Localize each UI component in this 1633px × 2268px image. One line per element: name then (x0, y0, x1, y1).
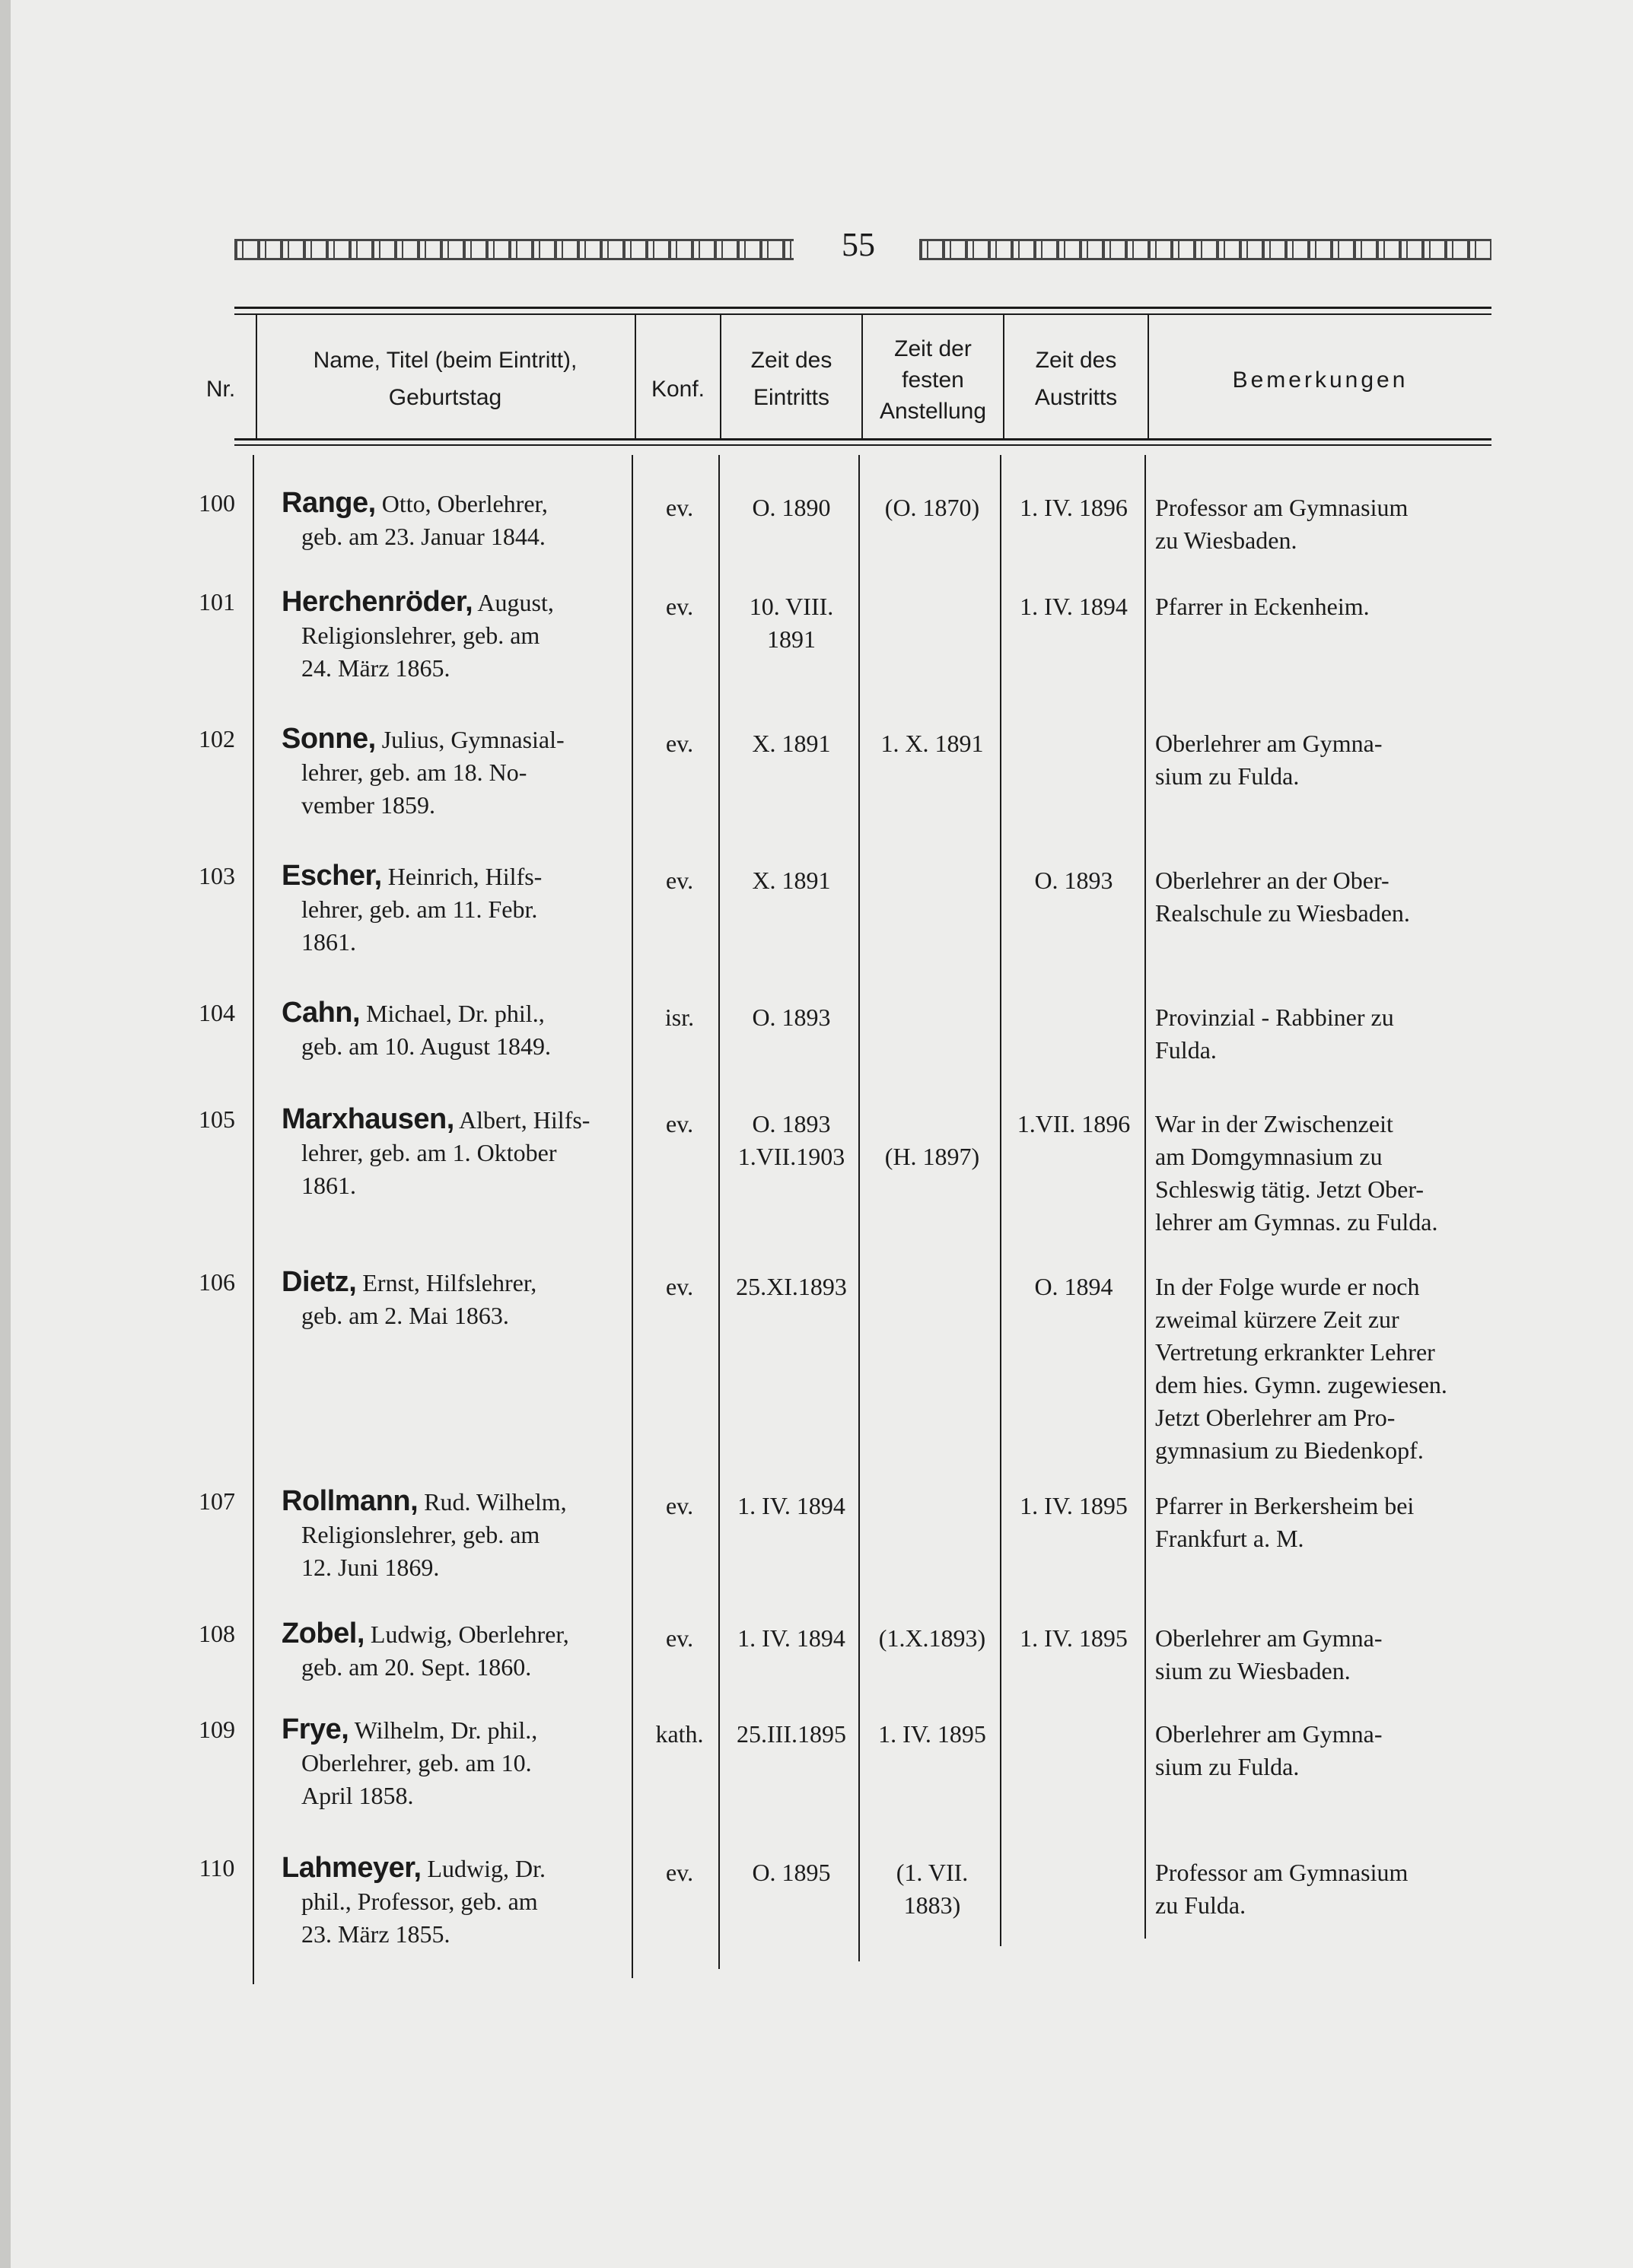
entry-anstellung-line: 1. IV. 1895 (878, 1720, 986, 1748)
entry-surname: Range, (282, 487, 376, 519)
header-bottom-rule-thin (234, 444, 1491, 446)
entry-austritt: 1. IV. 1894 (1020, 593, 1128, 620)
entry-eintritt (721, 1490, 861, 1522)
entry-eintritt (721, 1718, 861, 1751)
entry-eintritt (721, 1271, 861, 1303)
entry-austritt: O. 1894 (1034, 1273, 1113, 1300)
header-eintritt-line2: Eintritts (753, 385, 830, 410)
entry-name (282, 1103, 609, 1202)
running-head (234, 225, 1491, 271)
entry-name (282, 860, 609, 959)
entry-name-first-line (282, 723, 609, 756)
entry-austritt: 1.VII. 1896 (1017, 1110, 1131, 1137)
entry-number: 100 (199, 489, 235, 517)
entry-name-line: geb. am 23. Januar 1844. (301, 523, 546, 550)
entry-name-line: vember 1859. (301, 791, 435, 819)
entry-anstellung (863, 1718, 1001, 1751)
entry-surname: Frye, (282, 1713, 349, 1745)
ornament-border-right (919, 239, 1491, 260)
entry-name (282, 1713, 609, 1812)
entry-eintritt-line: 25.III.1895 (737, 1720, 846, 1748)
entry-konfession: isr. (664, 1004, 695, 1031)
header-austritt-line1: Zeit des (1035, 348, 1117, 373)
column-divider (1144, 455, 1146, 1939)
entry-bemerkungen (1155, 491, 1490, 557)
entry-name-first-line (282, 997, 609, 1030)
header-nr: Nr. (205, 377, 236, 402)
entry-name (282, 1266, 609, 1332)
header-anstellung-line2: festen (902, 367, 964, 393)
entry-name-first-line (282, 487, 609, 520)
entry-bemerkung-line: Provinzial - Rabbiner zu (1155, 1004, 1394, 1031)
header-anstellung-line3: Anstellung (879, 399, 987, 424)
entry-eintritt-line: 1. IV. 1894 (737, 1492, 845, 1519)
entry-name-first-line (282, 586, 609, 619)
entry-eintritt-line: X. 1891 (752, 867, 831, 894)
entry-number: 102 (199, 725, 235, 752)
entry-name-first-line (282, 1618, 609, 1651)
table-top-rule (234, 307, 1491, 309)
entry-bemerkungen (1155, 1108, 1490, 1239)
entry-eintritt-line: 1. IV. 1894 (737, 1624, 845, 1652)
entry-konfession: ev. (665, 1492, 694, 1519)
entry-name-text: Albert, Hilfs- (459, 1106, 590, 1134)
header-bemerkungen: Bemerkungen (1232, 367, 1409, 393)
entry-name-first-line (282, 1103, 609, 1137)
entry-konfession: ev. (665, 1624, 694, 1652)
entry-eintritt-line: O. 1895 (752, 1859, 831, 1886)
entry-bemerkung-line: Oberlehrer am Gymna- (1155, 1720, 1383, 1748)
entry-surname: Marxhausen, (282, 1103, 454, 1135)
entry-name-line: 12. Juni 1869. (301, 1554, 440, 1581)
entry-austritt: O. 1893 (1034, 867, 1113, 894)
entry-name-text: Julius, Gymnasial- (381, 726, 565, 753)
entry-name-line: lehrer, geb. am 1. Oktober (301, 1139, 557, 1166)
entry-name (282, 1618, 609, 1684)
entry-name (282, 1485, 609, 1584)
entry-bemerkung-line: sium zu Fulda. (1155, 1753, 1300, 1780)
entry-number: 110 (199, 1854, 235, 1882)
entry-bemerkung-line: Professor am Gymnasium (1155, 494, 1409, 521)
entry-number: 104 (199, 999, 235, 1026)
entry-name-line: phil., Professor, geb. am (301, 1888, 538, 1915)
entry-bemerkung-line: Realschule zu Wiesbaden. (1155, 899, 1410, 927)
entry-eintritt (721, 1108, 861, 1173)
entry-name-line: 1861. (301, 1172, 356, 1199)
entry-surname: Dietz, (282, 1266, 357, 1298)
entry-name-first-line (282, 860, 609, 893)
entry-name-text: August, (477, 589, 554, 616)
entry-surname: Rollmann, (282, 1485, 419, 1517)
entry-eintritt-line: 1.VII.1903 (737, 1143, 845, 1170)
entry-eintritt-line: O. 1890 (752, 494, 831, 521)
entry-anstellung (863, 1856, 1001, 1922)
entry-bemerkung-line: gymnasium zu Biedenkopf. (1155, 1436, 1424, 1464)
header-anstellung (863, 333, 1003, 427)
entry-bemerkung-line: sium zu Wiesbaden. (1155, 1657, 1351, 1684)
entry-konfession: ev. (665, 730, 694, 757)
entry-eintritt (721, 1856, 861, 1889)
entry-konfession: ev. (665, 593, 694, 620)
entry-surname: Sonne, (282, 723, 376, 755)
entry-bemerkungen (1155, 590, 1490, 623)
entry-anstellung (863, 1622, 1001, 1655)
entry-bemerkung-line: War in der Zwischenzeit (1155, 1110, 1393, 1137)
entry-eintritt-line: O. 1893 (752, 1110, 831, 1137)
entry-name (282, 723, 609, 822)
entry-surname: Escher, (282, 860, 382, 892)
entry-name (282, 586, 609, 685)
entry-number: 107 (199, 1487, 235, 1515)
entry-surname: Zobel, (282, 1618, 364, 1649)
entry-eintritt-line: X. 1891 (752, 730, 831, 757)
entry-anstellung (863, 727, 1001, 760)
entry-bemerkung-line: Oberlehrer am Gymna- (1155, 1624, 1383, 1652)
entry-konfession: ev. (665, 494, 694, 521)
entry-bemerkung-line: Oberlehrer am Gymna- (1155, 730, 1383, 757)
entry-bemerkungen (1155, 1490, 1490, 1555)
entry-bemerkung-line: Oberlehrer an der Ober- (1155, 867, 1389, 894)
header-bottom-rule (234, 438, 1491, 441)
entry-name-first-line (282, 1485, 609, 1519)
ornament-border-left (234, 239, 794, 260)
entry-name-text: Heinrich, Hilfs- (387, 863, 543, 890)
entry-bemerkung-line: zweimal kürzere Zeit zur (1155, 1306, 1399, 1333)
entry-name-line: 24. März 1865. (301, 654, 450, 682)
entry-anstellung-line: (1.X.1893) (878, 1624, 986, 1652)
entry-austritt: 1. IV. 1895 (1020, 1624, 1128, 1652)
entry-anstellung-line (863, 1108, 1001, 1140)
entry-anstellung-line: (O. 1870) (884, 494, 980, 521)
entry-number: 103 (199, 862, 235, 889)
header-austritt (1004, 344, 1148, 414)
entry-bemerkung-line: Professor am Gymnasium (1155, 1859, 1409, 1886)
entry-konfession: kath. (655, 1720, 704, 1748)
entry-bemerkung-line: zu Fulda. (1155, 1891, 1246, 1919)
entry-name-line: 1861. (301, 928, 356, 956)
header-anstellung-line1: Zeit der (894, 336, 972, 361)
entry-konfession: ev. (665, 867, 694, 894)
entry-anstellung (863, 491, 1001, 524)
entry-name-line: geb. am 2. Mai 1863. (301, 1302, 509, 1329)
entry-eintritt-line: O. 1893 (752, 1004, 831, 1031)
entry-name-line: April 1858. (301, 1782, 414, 1809)
entry-anstellung-line: (1. VII. (896, 1859, 969, 1886)
entry-bemerkungen (1155, 1856, 1490, 1922)
entry-number: 101 (199, 588, 235, 616)
entry-surname: Herchenröder, (282, 586, 473, 618)
header-name (259, 344, 632, 414)
entry-name-line: Oberlehrer, geb. am 10. (301, 1749, 532, 1777)
column-divider (256, 313, 257, 438)
entry-name-line: Religionslehrer, geb. am (301, 1521, 540, 1548)
entry-bemerkung-line: Fulda. (1155, 1036, 1217, 1064)
entry-number: 105 (199, 1105, 235, 1133)
entry-surname: Cahn, (282, 997, 361, 1029)
entry-bemerkungen (1155, 1271, 1490, 1467)
entry-austritt: 1. IV. 1895 (1020, 1492, 1128, 1519)
column-divider (632, 455, 633, 1978)
entry-name (282, 487, 609, 553)
entry-anstellung-line: (H. 1897) (884, 1143, 980, 1170)
entry-bemerkung-line: Schleswig tätig. Jetzt Ober- (1155, 1175, 1424, 1203)
entry-konfession: ev. (665, 1859, 694, 1886)
entry-name-text: Wilhelm, Dr. phil., (354, 1716, 538, 1744)
entry-bemerkung-line: Pfarrer in Eckenheim. (1155, 593, 1370, 620)
entry-konfession: ev. (665, 1110, 694, 1137)
entry-name-text: Ludwig, Oberlehrer, (370, 1621, 569, 1648)
entry-name-text: Otto, Oberlehrer, (381, 490, 548, 517)
entry-eintritt (721, 727, 861, 760)
entry-eintritt-line: 25.XI.1893 (736, 1273, 847, 1300)
entry-eintritt-line: 10. VIII. (749, 593, 834, 620)
header-eintritt-line1: Zeit des (750, 348, 832, 373)
entry-name-first-line (282, 1852, 609, 1885)
entry-anstellung (863, 1108, 1001, 1173)
entry-name-line: Religionslehrer, geb. am (301, 622, 540, 649)
page-edge-shadow (0, 0, 11, 2268)
entry-eintritt (721, 1622, 861, 1655)
entry-eintritt-line: 1891 (767, 625, 816, 653)
entry-bemerkung-line: Pfarrer in Berkersheim bei (1155, 1492, 1415, 1519)
entry-bemerkungen (1155, 1622, 1490, 1687)
entry-bemerkung-line: In der Folge wurde er noch (1155, 1273, 1420, 1300)
entry-bemerkung-line: Jetzt Oberlehrer am Pro- (1155, 1404, 1396, 1431)
entry-name (282, 997, 609, 1063)
entry-konfession: ev. (665, 1273, 694, 1300)
entry-name-text: Rud. Wilhelm, (424, 1488, 567, 1516)
header-name-line1: Name, Titel (beim Eintritt), (313, 348, 578, 373)
entry-bemerkungen (1155, 864, 1490, 930)
entry-name-line: geb. am 20. Sept. 1860. (301, 1653, 532, 1681)
entry-surname: Lahmeyer, (282, 1852, 422, 1884)
entry-eintritt (721, 1001, 861, 1034)
table-top-rule-thin (234, 313, 1491, 315)
entry-bemerkung-line: am Domgymnasium zu (1155, 1143, 1383, 1170)
entry-name-line: lehrer, geb. am 11. Febr. (301, 895, 538, 923)
entry-bemerkung-line: Vertretung erkrankter Lehrer (1155, 1338, 1435, 1366)
entry-bemerkungen (1155, 727, 1490, 793)
entry-name-text: Michael, Dr. phil., (366, 1000, 545, 1027)
entry-austritt: 1. IV. 1896 (1020, 494, 1128, 521)
entry-bemerkung-line: dem hies. Gymn. zugewiesen. (1155, 1371, 1447, 1398)
entry-name-text: Ludwig, Dr. (427, 1855, 546, 1882)
page-number: 55 (842, 226, 875, 263)
entry-eintritt (721, 864, 861, 897)
entry-anstellung-line: 1. X. 1891 (880, 730, 984, 757)
header-eintritt (721, 344, 861, 414)
entry-number: 109 (199, 1716, 235, 1743)
entry-name-line: geb. am 10. August 1849. (301, 1032, 551, 1060)
entry-number: 108 (199, 1620, 235, 1647)
column-divider (253, 455, 254, 1984)
entry-bemerkungen (1155, 1718, 1490, 1783)
entry-bemerkung-line: sium zu Fulda. (1155, 762, 1300, 790)
header-name-line2: Geburtstag (388, 385, 502, 410)
header-austritt-line2: Austritts (1034, 385, 1118, 410)
entry-eintritt (721, 491, 861, 524)
entry-name-line: 23. März 1855. (301, 1920, 450, 1948)
header-konf: Konf. (651, 377, 705, 402)
entry-anstellung-line: 1883) (903, 1891, 961, 1919)
entry-name-line: lehrer, geb. am 18. No- (301, 759, 527, 786)
entry-eintritt (721, 590, 861, 656)
entry-bemerkung-line: lehrer am Gymnas. zu Fulda. (1155, 1208, 1438, 1236)
entry-bemerkung-line: Frankfurt a. M. (1155, 1525, 1304, 1552)
entry-name-text: Ernst, Hilfslehrer, (362, 1269, 537, 1296)
entry-number: 106 (199, 1268, 235, 1296)
entry-name-first-line (282, 1266, 609, 1299)
entry-bemerkung-line: zu Wiesbaden. (1155, 526, 1297, 554)
entry-name (282, 1852, 609, 1951)
entry-name-first-line (282, 1713, 609, 1747)
entry-bemerkungen (1155, 1001, 1490, 1067)
